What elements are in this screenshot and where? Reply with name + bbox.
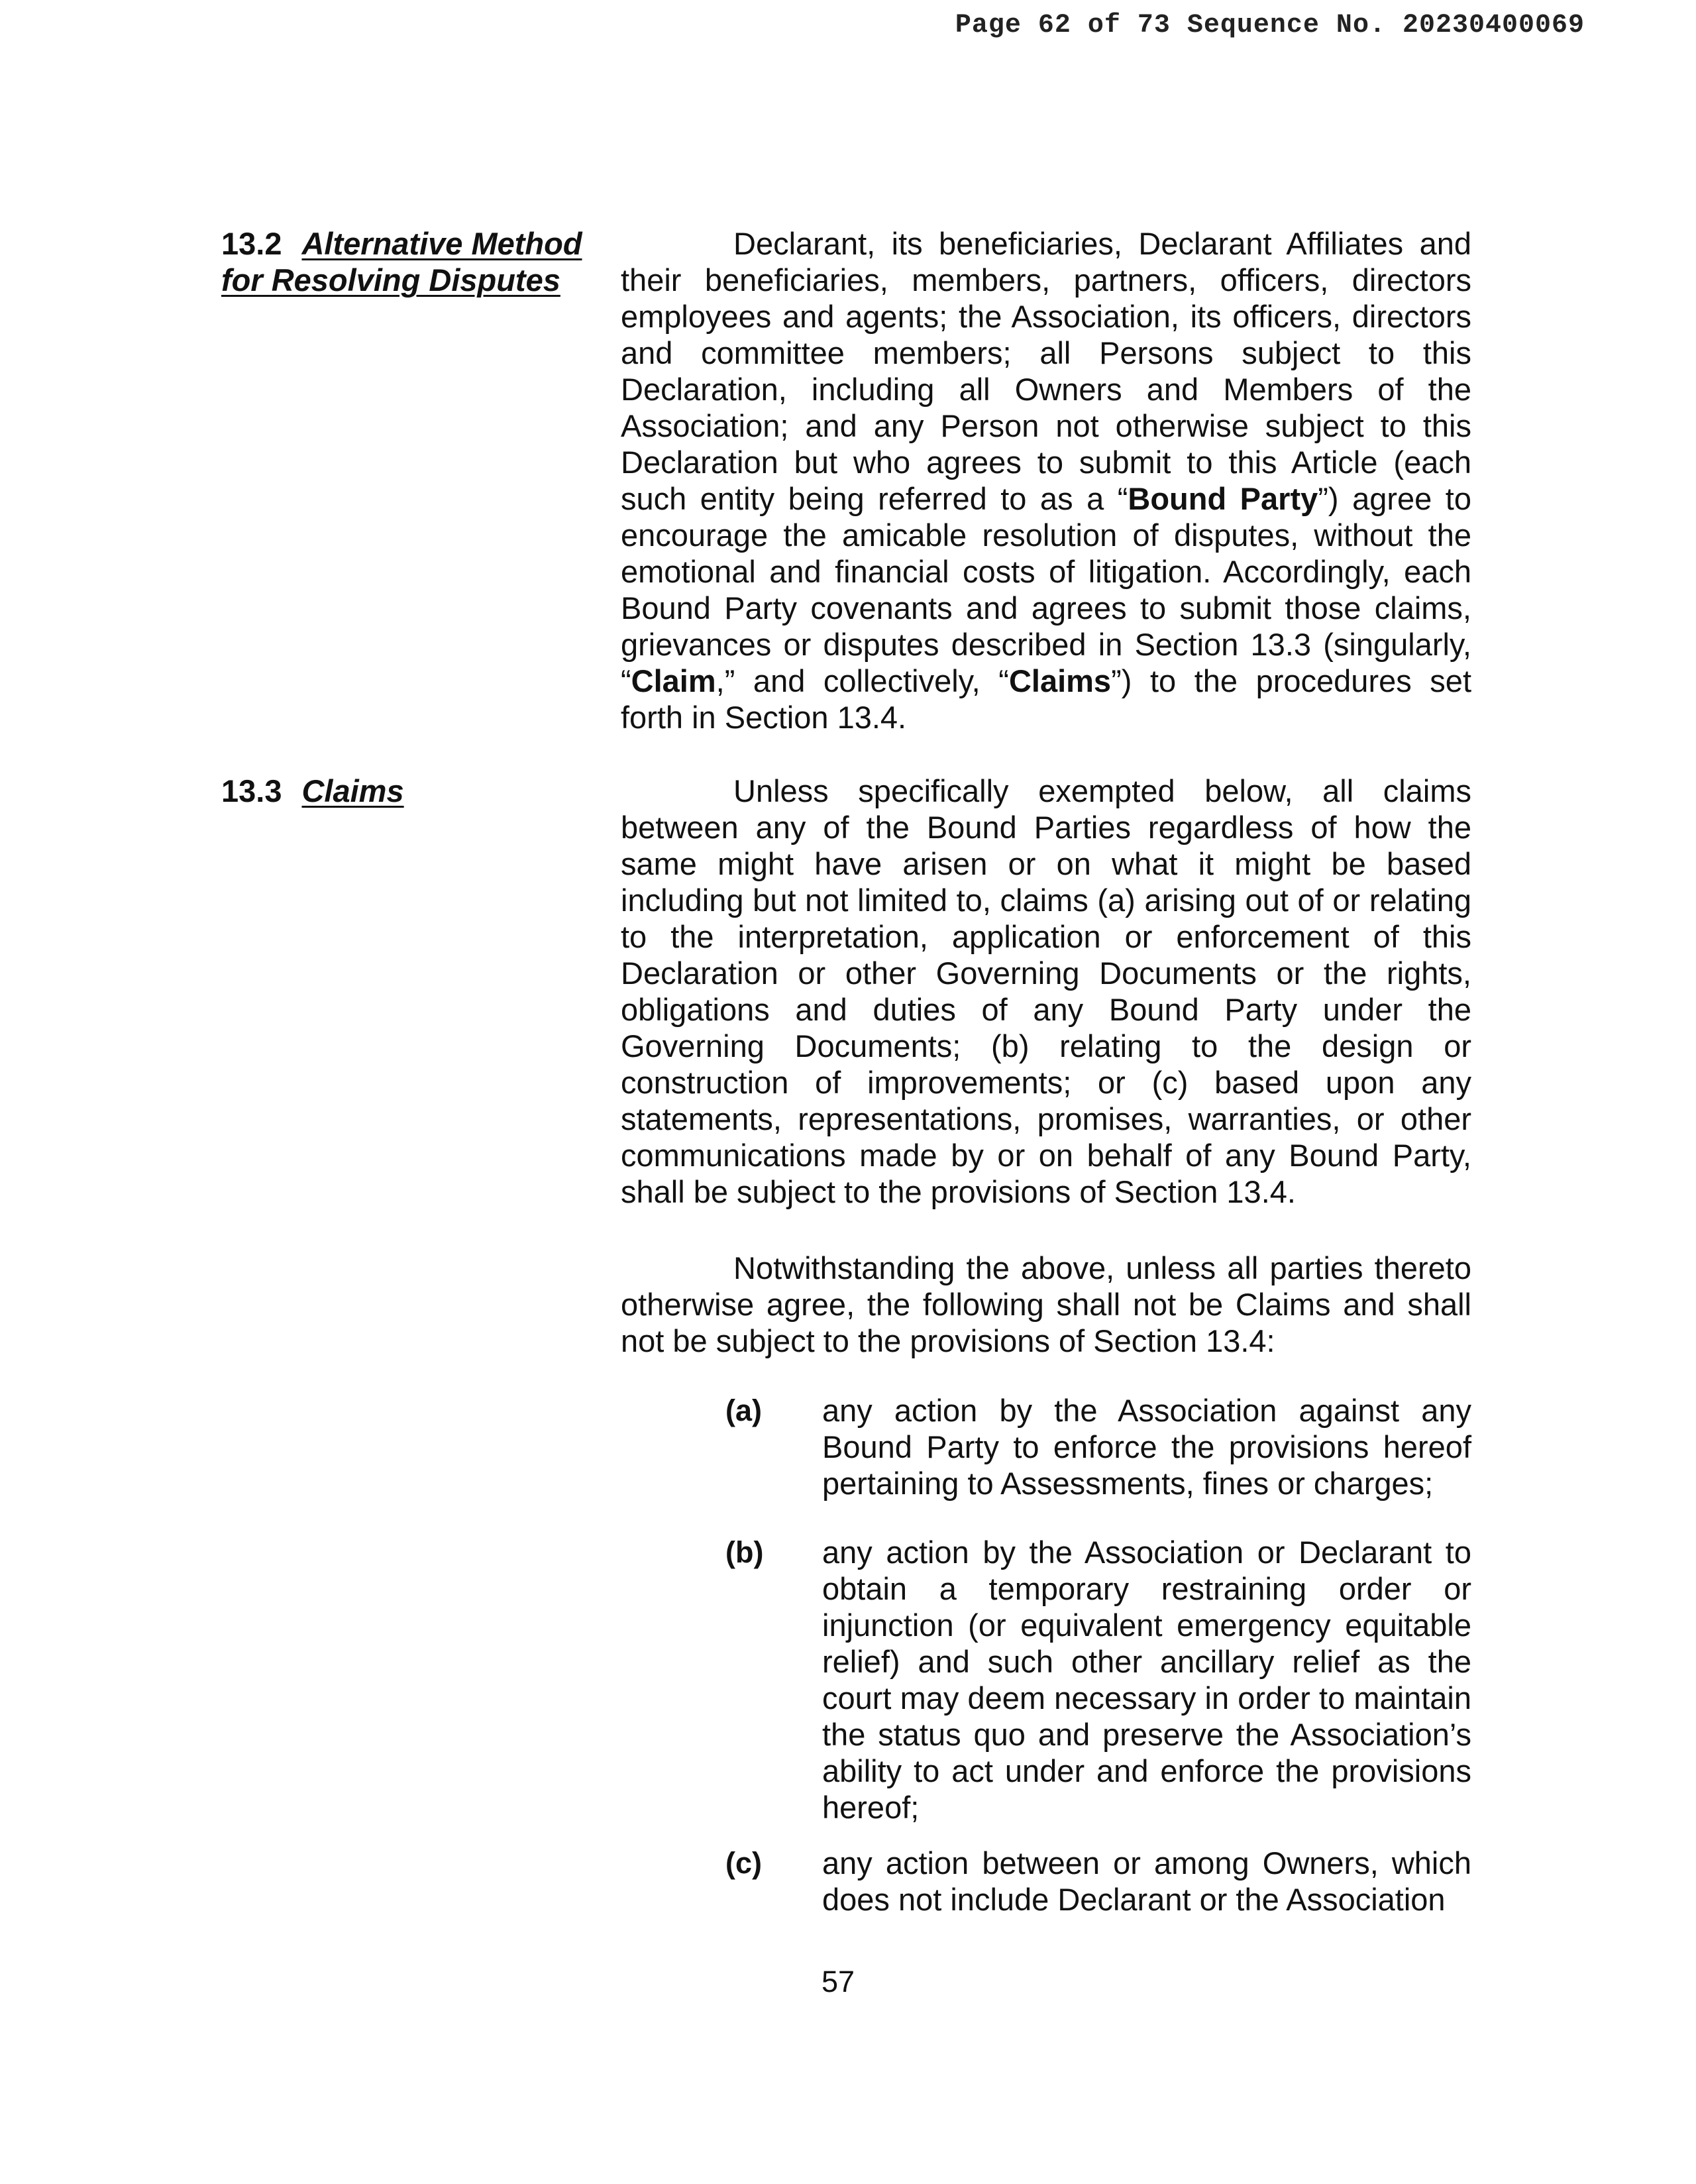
section-title: Alternative Method for Resolving Disputes — [221, 226, 582, 298]
section-number: 13.2 — [221, 226, 282, 261]
text-run: ”) to the procedures set forth in Section 13.4. — [621, 663, 1471, 735]
list-item-text: any action between or among Owners, which does not include Declarant or the Association — [822, 1845, 1471, 1917]
section-heading — [221, 773, 592, 809]
page-number: 57 — [821, 1965, 855, 1998]
list-item-label: (c) — [725, 1846, 762, 1880]
section-heading — [221, 225, 592, 298]
section-body — [621, 225, 1471, 736]
list-item-label: (a) — [725, 1393, 762, 1427]
text-run: ,” and collectively, “ — [716, 663, 1009, 698]
defined-term: Bound Party — [1128, 481, 1318, 516]
paragraph — [621, 225, 1471, 736]
paragraph: Notwithstanding the above, unless all parties thereto otherwise agree, the following shall not be Claims and shall not be subject to the provisions of Section 13.4: — [621, 1250, 1471, 1358]
defined-term: Claim — [631, 663, 716, 698]
text-run: Declarant, its beneficiaries, Declarant Affiliates and their beneficiaries, members, partners, officers, directors employees and agents; the Association, its officers, directors and committee members; all Persons subject to this Declaration, including all Owners and Members of the Association; and any Person not otherwise subject to this Declaration but who agrees to submit to this Article (each such entity being referred to as a “ — [621, 226, 1471, 516]
section-body — [621, 1250, 1471, 1359]
text-run: ”) agree to encourage the amicable resolution of disputes, without the emotional and financial costs of litigation. Accordingly, each Bound Party covenants and agrees to submit those claims, grievances or disputes described in Section 13.3 (singularly, “ — [621, 481, 1471, 698]
section-body — [621, 773, 1471, 1210]
list-item-label: (b) — [725, 1535, 764, 1569]
defined-term: Claims — [1008, 663, 1112, 698]
section-number: 13.3 — [221, 773, 282, 808]
list-item-text: any action by the Association or Declarant to obtain a temporary restraining order or injunction (or equivalent emergency equitable relief) and such other ancillary relief as the court may deem necessary in order to maintain the status quo and preserve the Association’s ability to act under and enforce the provisions hereof; — [822, 1535, 1471, 1825]
list-item-text: any action by the Association against any Bound Party to enforce the provisions hereof pertaining to Assessments, fines or charges; — [822, 1393, 1471, 1501]
page-header: Page 62 of 73 Sequence No. 20230400069 — [955, 11, 1585, 40]
paragraph: Unless specifically exempted below, all claims between any of the Bound Parties regardless of how the same might have arisen or on what it might be based including but not limited to, claims (a) arising out of or relating to the interpretation, application or enforcement of this Declaration or other Governing Documents or the rights, obligations and duties of any Bound Party under the Governing Documents; (b) relating to the design or construction of improvements; or (c) based upon any statements, representations, promises, warranties, or other communications made by or on behalf of any Bound Party, shall be subject to the provisions of Section 13.4. — [621, 773, 1471, 1209]
section-title: Claims — [301, 773, 404, 808]
